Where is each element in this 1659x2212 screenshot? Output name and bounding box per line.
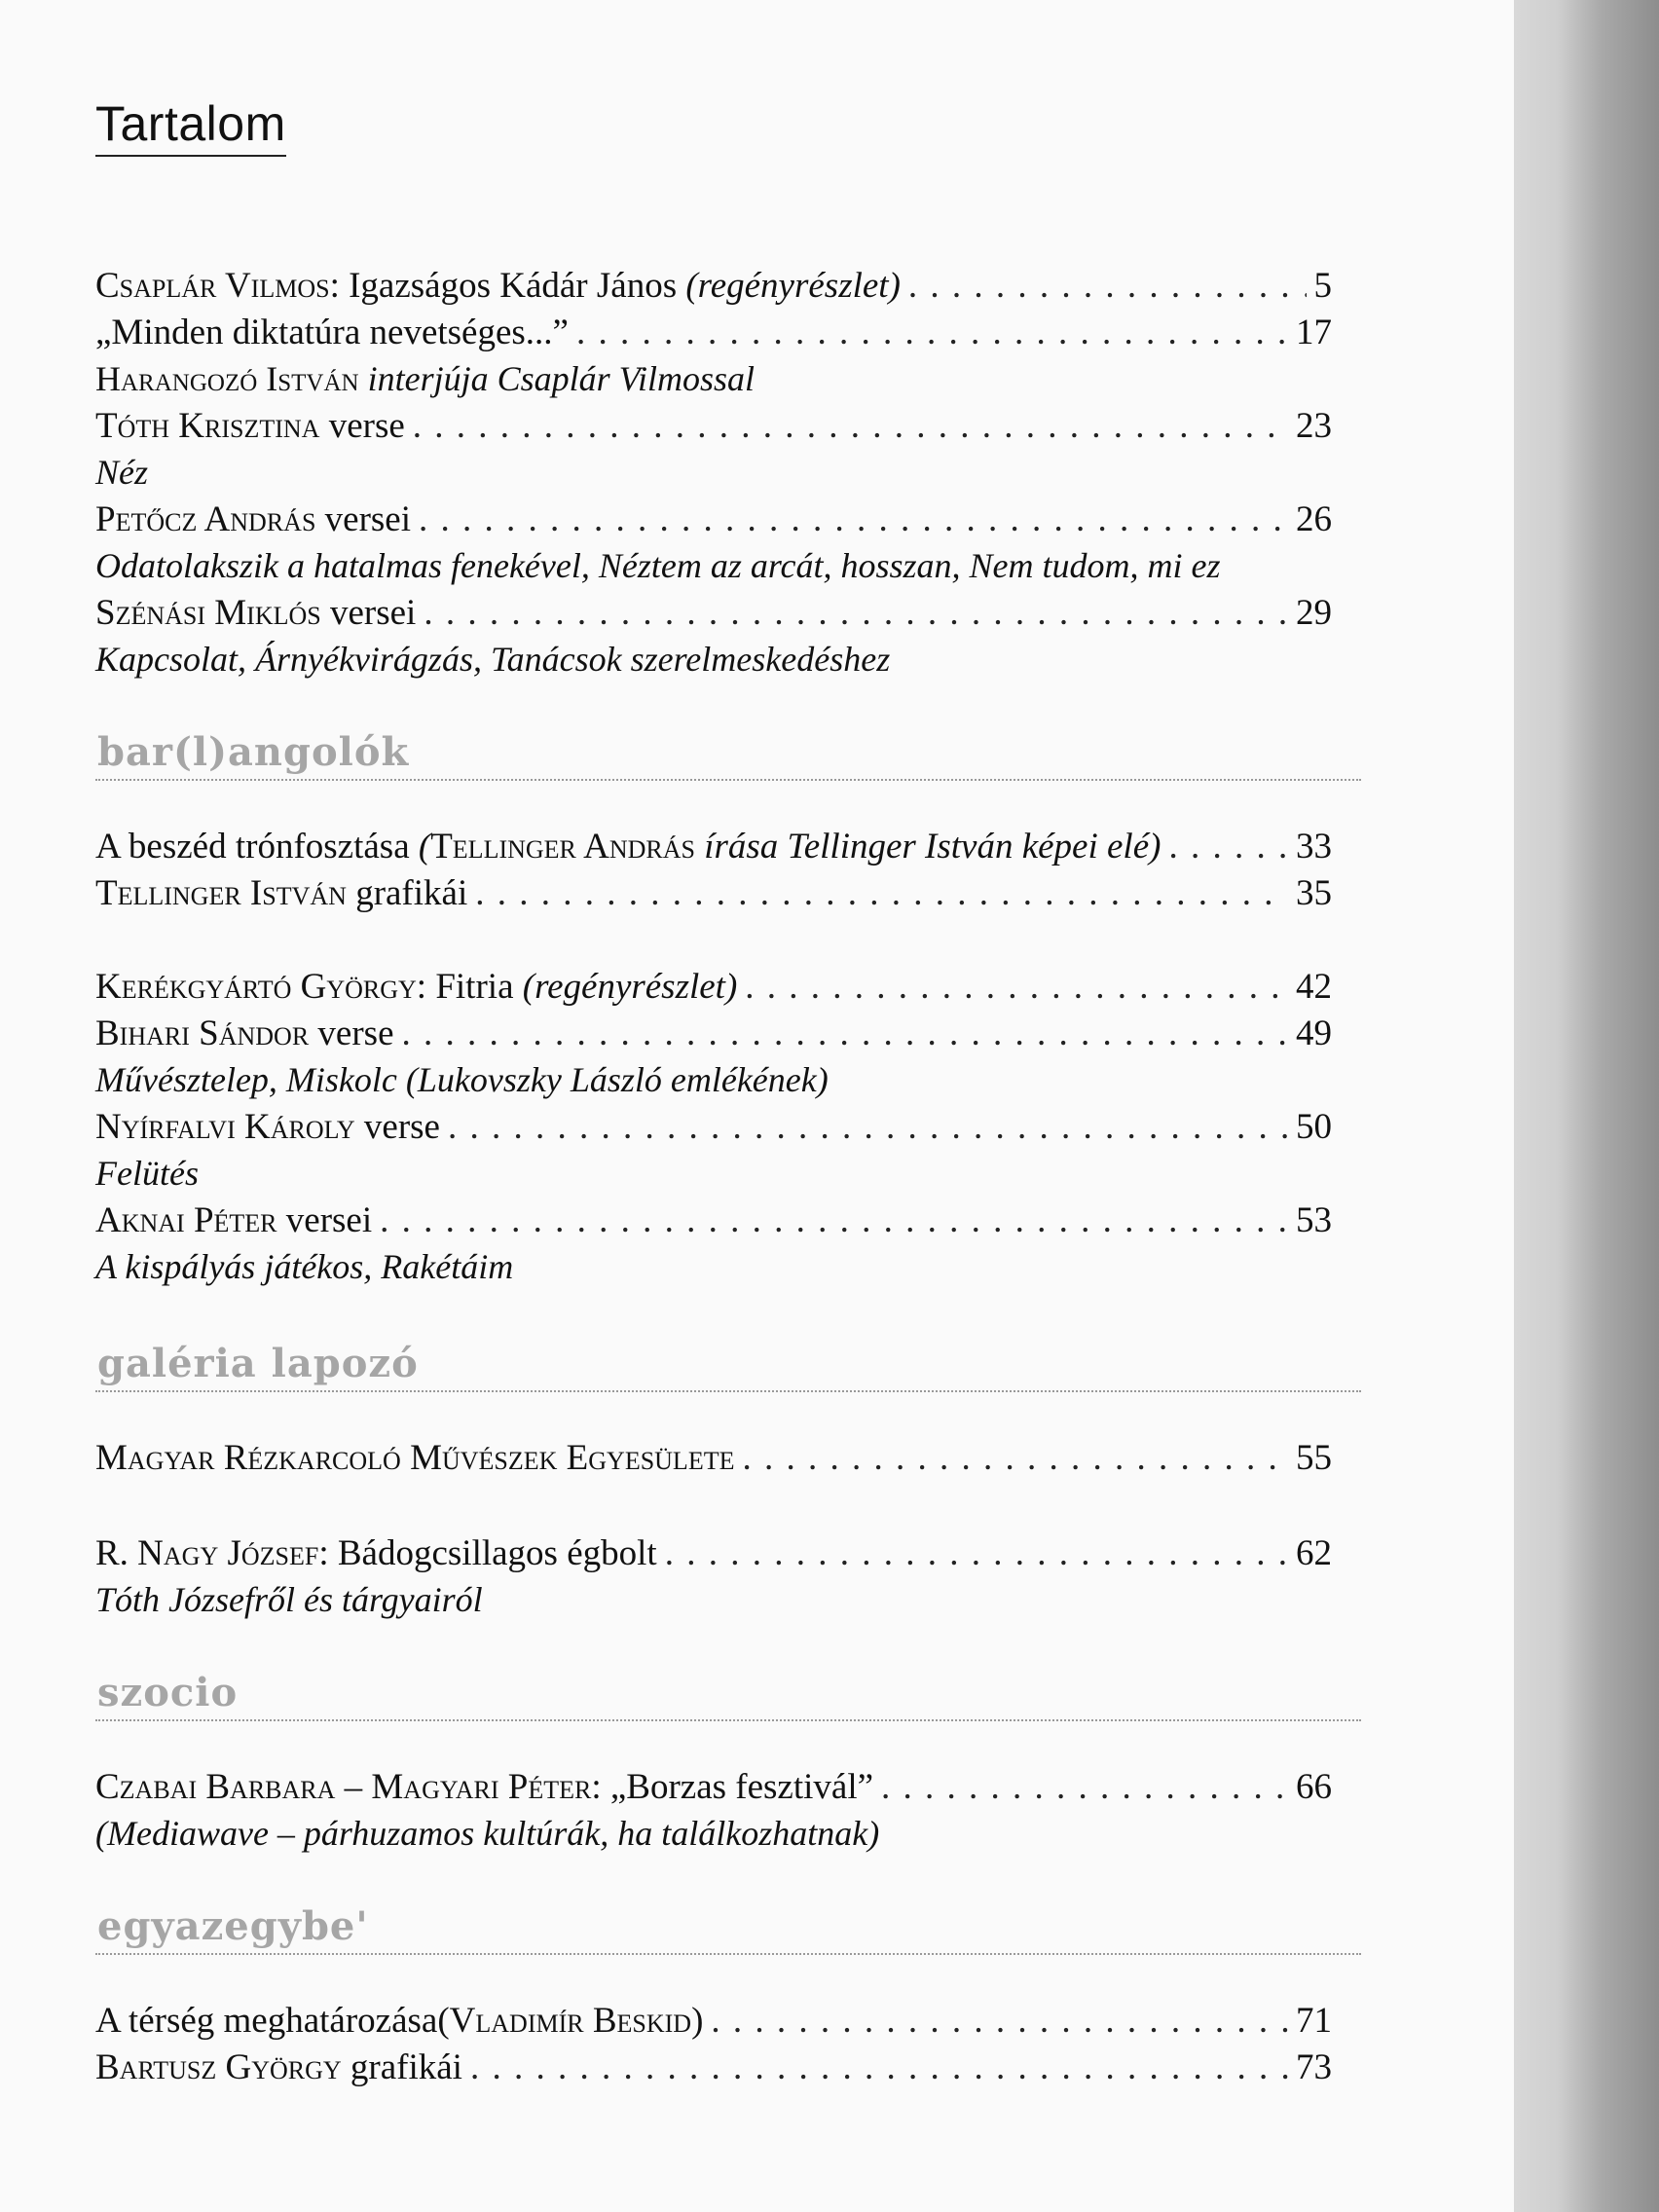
entry-author: Kerékgyártó György xyxy=(95,967,417,1007)
dot-leader xyxy=(576,312,1288,353)
entry-subtitle: Művésztelep, Miskolc (Lukovszky László emlékének) xyxy=(95,1060,829,1099)
section-title: egyazegybe' xyxy=(97,1903,369,1949)
entry-title: A beszéd trónfosztása xyxy=(95,827,419,866)
entry-subtitle: A kispályás játékos, Rakétáim xyxy=(95,1247,514,1286)
page-title: Tartalom xyxy=(95,97,286,157)
section-header-galeria-lapozo xyxy=(95,1338,1361,1392)
section-title: galéria lapozó xyxy=(97,1341,419,1386)
dot-leader xyxy=(1168,826,1288,867)
entry-note: (regényrészlet) xyxy=(685,266,901,306)
entry-author: Petőcz András xyxy=(95,499,316,539)
toc-entry[interactable] xyxy=(95,1532,1332,1579)
entry-author: Csaplár Vilmos xyxy=(95,266,330,306)
page-edge xyxy=(1514,0,1659,2212)
entry-author: Tellinger András xyxy=(430,827,695,866)
entry-sep: : xyxy=(591,1767,610,1807)
entry-title: versei xyxy=(320,593,417,633)
entry-author: Szénási Miklós xyxy=(95,593,321,633)
dot-leader xyxy=(424,592,1288,634)
entry-author: Aknai Péter xyxy=(95,1200,277,1240)
entry-author: R. Nagy József xyxy=(95,1533,319,1573)
entry-sep: : xyxy=(416,967,436,1007)
entry-page-number: 55 xyxy=(1296,1438,1332,1478)
entry-page-number: 62 xyxy=(1296,1533,1332,1573)
entry-page-number: 42 xyxy=(1296,967,1332,1007)
entry-subtitle: (Mediawave – párhuzamos kultúrák, ha találkozhatnak) xyxy=(95,1814,880,1853)
entry-page-number: 26 xyxy=(1296,499,1332,539)
entry-subtitle: Kapcsolat, Árnyékvirágzás, Tanácsok szerelmeskedéshez xyxy=(95,640,891,679)
dot-leader xyxy=(419,498,1288,540)
entry-page-number: 66 xyxy=(1296,1767,1332,1807)
entry-note: (regényrészlet) xyxy=(522,967,738,1007)
entry-title: versei xyxy=(276,1200,373,1240)
dot-leader xyxy=(475,872,1288,914)
entry-author: Bartusz György xyxy=(95,2047,342,2087)
entry-page-number: 33 xyxy=(1296,827,1332,866)
toc-entry[interactable] xyxy=(95,826,1332,872)
entry-title: verse xyxy=(309,1014,394,1053)
entry-page-number: 73 xyxy=(1296,2047,1332,2087)
entry-subtitle: Odatolakszik a hatalmas fenekével, Néztem az arcát, hosszan, Nem tudom, mi ez xyxy=(95,546,1221,585)
entry-subtitle-rest: interjúja Csaplár Vilmossal xyxy=(358,359,755,398)
entry-page-number: 71 xyxy=(1296,2001,1332,2041)
entry-title: Igazságos Kádár János xyxy=(349,266,686,306)
dot-leader xyxy=(711,2000,1288,2042)
dot-leader xyxy=(881,1766,1288,1808)
entry-page-number: 49 xyxy=(1296,1014,1332,1053)
entry-sep: : xyxy=(318,1533,338,1573)
entry-page-number: 50 xyxy=(1296,1107,1332,1147)
section-header-egyazegybe xyxy=(95,1900,1361,1955)
entry-subtitle-text xyxy=(95,359,755,398)
entry-page-number: 23 xyxy=(1296,406,1332,446)
entry-note: írása Tellinger István képei elé) xyxy=(694,827,1161,866)
section-title: szocio xyxy=(97,1670,239,1715)
entry-subtitle: Tóth Józsefről és tárgyairól xyxy=(95,1580,483,1619)
entry-title: A térség meghatározása xyxy=(95,2001,438,2041)
entry-paren: ) xyxy=(691,2001,704,2041)
entry-author: Nyírfalvi Károly xyxy=(95,1107,355,1147)
section-header-barlangolok xyxy=(95,726,1361,781)
toc-entry[interactable] xyxy=(95,1199,1332,1246)
entry-title: Bádogcsillagos égbolt xyxy=(337,1533,657,1573)
toc-entry[interactable] xyxy=(95,1013,1332,1059)
dot-leader xyxy=(470,2046,1288,2088)
entry-title: verse xyxy=(319,406,405,446)
entry-author: Czabai Barbara – Magyari Péter xyxy=(95,1767,592,1807)
dot-leader xyxy=(745,966,1288,1008)
toc-entry[interactable] xyxy=(95,1437,1332,1484)
dot-leader xyxy=(742,1437,1288,1479)
toc-entry[interactable] xyxy=(95,498,1332,545)
entry-subtitle xyxy=(95,358,755,399)
toc-entry[interactable] xyxy=(95,1766,1332,1813)
toc-entry[interactable] xyxy=(95,2046,1332,2093)
entry-title: „Minden diktatúra nevetséges...” xyxy=(95,313,569,352)
entry-author: Tellinger István xyxy=(95,873,347,913)
dot-leader xyxy=(908,265,1307,307)
entry-page-number: 35 xyxy=(1296,873,1332,913)
entry-title: verse xyxy=(354,1107,440,1147)
entry-title: „Borzas fesztivál” xyxy=(609,1767,874,1807)
dot-leader xyxy=(402,1013,1289,1054)
entry-title: Fitria xyxy=(435,967,523,1007)
entry-page-number: 5 xyxy=(1313,266,1332,306)
dot-leader xyxy=(413,405,1288,447)
section-title: bar(l)angolók xyxy=(97,729,410,775)
toc-entry[interactable] xyxy=(95,966,1332,1013)
entry-title: grafikái xyxy=(346,873,468,913)
entry-author: Harangozó István xyxy=(95,359,359,398)
entry-author: Magyar Rézkarcoló Művészek Egyesülete xyxy=(95,1438,735,1478)
entry-paren: ( xyxy=(437,2001,450,2041)
entry-page-number: 53 xyxy=(1296,1200,1332,1240)
entry-page-number: 29 xyxy=(1296,593,1332,633)
entry-subtitle: Felütés xyxy=(95,1154,199,1193)
entry-author: Vladimír Beskid xyxy=(449,2001,692,2041)
dot-leader xyxy=(448,1106,1288,1148)
dot-leader xyxy=(665,1532,1288,1574)
toc-entry[interactable] xyxy=(95,592,1332,639)
toc-entry[interactable] xyxy=(95,405,1332,452)
toc-entry[interactable] xyxy=(95,872,1332,919)
toc-entry[interactable] xyxy=(95,312,1332,358)
toc-entry[interactable] xyxy=(95,1106,1332,1153)
entry-title: versei xyxy=(315,499,412,539)
entry-page-number: 17 xyxy=(1296,313,1332,352)
entry-title: grafikái xyxy=(341,2047,462,2087)
toc-entry[interactable] xyxy=(95,2000,1332,2046)
entry-author: Tóth Krisztina xyxy=(95,406,320,446)
entry-subtitle: Néz xyxy=(95,453,148,492)
entry-paren: ( xyxy=(418,827,431,866)
toc-entry[interactable] xyxy=(95,265,1332,312)
entry-sep: : xyxy=(329,266,350,306)
entry-author: Bihari Sándor xyxy=(95,1014,310,1053)
dot-leader xyxy=(380,1199,1288,1241)
section-header-szocio xyxy=(95,1667,1361,1721)
